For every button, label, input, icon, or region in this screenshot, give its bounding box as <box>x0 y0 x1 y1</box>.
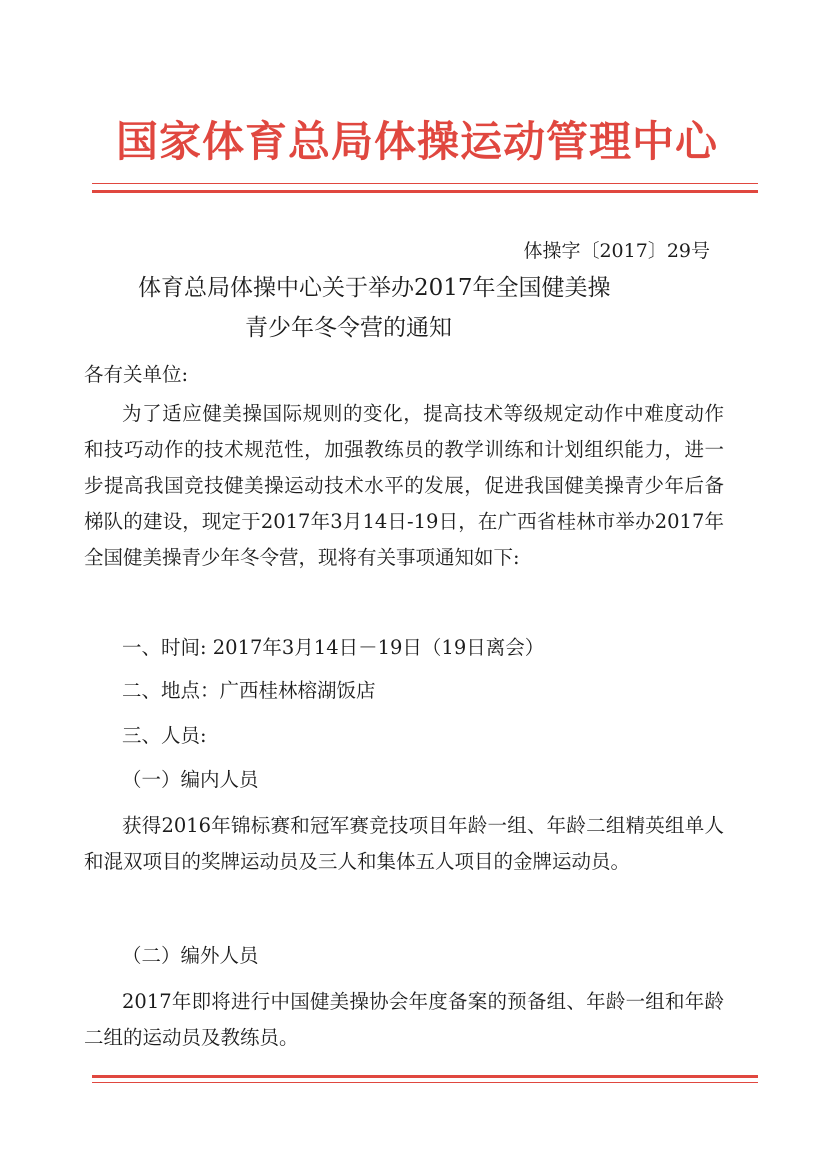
letterhead-org-name: 国家体育总局体操运动管理中心 <box>115 117 718 166</box>
salutation: 各有关单位: <box>84 363 189 386</box>
sub-heading-staff-out: （二）编外人员 <box>122 944 259 967</box>
document-number: 体操字〔2017〕29号 <box>523 240 710 262</box>
item-location: 二、地点：广西桂林榕湖饭店 <box>122 679 376 702</box>
intro-paragraph: 为了适应健美操国际规则的变化，提高技术等级规定动作中难度动作和技巧动作的技术规范性，加强教练员的教学训练和计划组织能力，进一步提高我国竞技健美操运动技术水平的发展，促进我国健美操青少年后备梯队的建设，现定于2017年3月14日-19日，在广西省桂林市举办2017年全国健美操青少年冬令营，现将有关事项通知如下: <box>84 402 724 569</box>
item-time: 一、时间: 2017年3月14日－19日（19日离会） <box>122 636 545 659</box>
notice-title-line-1: 体育总局体操中心关于举办2017年全国健美操 <box>138 275 611 301</box>
sub-paragraph-staff-in: 获得2016年锦标赛和冠军赛竞技项目年龄一组、年龄二组精英组单人和混双项目的奖牌运动员及三人和集体五人项目的金牌运动员。 <box>84 814 724 873</box>
sub-heading-staff-in: （一）编内人员 <box>122 768 259 791</box>
sub-paragraph-staff-out: 2017年即将进行中国健美操协会年度备案的预备组、年龄一组和年龄二组的运动员及教练员。 <box>84 990 724 1049</box>
footer-rule-bottom <box>92 1082 758 1083</box>
item-personnel: 三、人员: <box>122 724 207 747</box>
letterhead-rule-bottom <box>92 190 758 193</box>
notice-title-line-2: 青少年冬令营的通知 <box>245 315 452 341</box>
letterhead-rule-top <box>92 183 758 184</box>
footer-rule-top <box>92 1075 758 1078</box>
